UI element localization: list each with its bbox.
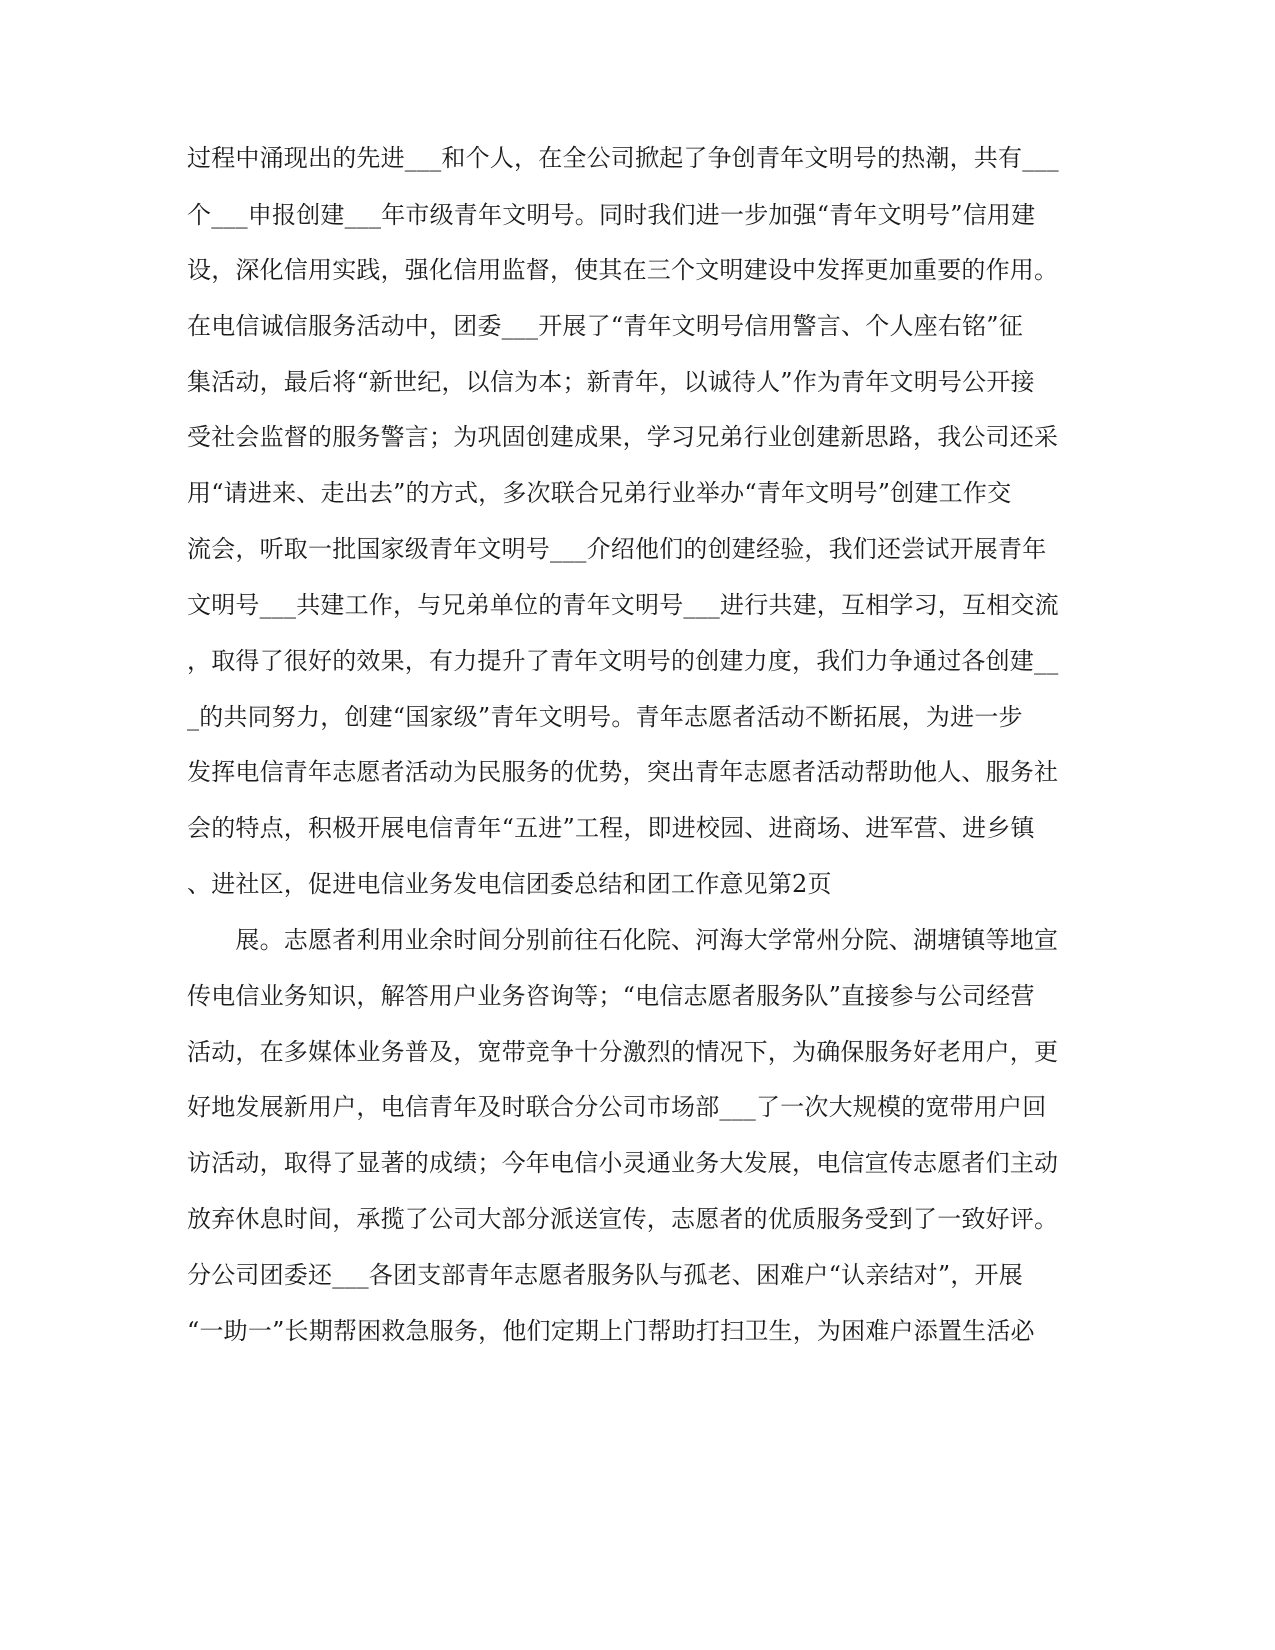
text-line: 在电信诚信服务活动中，团委___开展了“青年文明号信用警言、个人座右铭”征: [187, 312, 1023, 340]
text-line: 活动，在多媒体业务普及，宽带竞争十分激烈的情况下，为确保服务好老用户，更: [187, 1038, 1059, 1066]
text-line: _的共同努力，创建“国家级”青年文明号。青年志愿者活动不断拓展，为进一步: [187, 703, 1023, 731]
text-line: 流会，听取一批国家级青年文明号___介绍他们的创建经验，我们还尝试开展青年: [187, 535, 1047, 563]
text-line: ，取得了很好的效果，有力提升了青年文明号的创建力度，我们力争通过各创建__: [187, 647, 1059, 675]
text-line: 过程中涌现出的先进___和个人，在全公司掀起了争创青年文明号的热潮，共有___: [187, 144, 1059, 172]
text-line: 分公司团委还___各团支部青年志愿者服务队与孤老、困难户“认亲结对”，开展: [187, 1261, 1023, 1289]
text-line: 会的特点，积极开展电信青年“五进”工程，即进校园、进商场、进军营、进乡镇: [187, 814, 1035, 842]
text-line: 发挥电信青年志愿者活动为民服务的优势，突出青年志愿者活动帮助他人、服务社: [187, 758, 1059, 786]
text-line: 好地发展新用户，电信青年及时联合分公司市场部___了一次大规模的宽带用户回: [187, 1093, 1047, 1121]
text-line: 集活动，最后将“新世纪，以信为本；新青年，以诚待人”作为青年文明号公开接: [187, 368, 1035, 396]
text-line: 传电信业务知识，解答用户业务咨询等；“电信志愿者服务队”直接参与公司经营: [187, 982, 1035, 1010]
text-line: 展。志愿者利用业余时间分别前往石化院、河海大学常州分院、湖塘镇等地宣: [187, 926, 1059, 954]
text-line: 放弃休息时间，承揽了公司大部分派送宣传，志愿者的优质服务受到了一致好评。: [187, 1205, 1059, 1233]
text-line: 个___申报创建___年市级青年文明号。同时我们进一步加强“青年文明号”信用建: [187, 201, 1036, 229]
text-line: 用“请进来、走出去”的方式，多次联合兄弟行业举办“青年文明号”创建工作交: [187, 479, 1012, 507]
text-line: 访活动，取得了显著的成绩；今年电信小灵通业务大发展，电信宣传志愿者们主动: [187, 1149, 1059, 1177]
text-line: “一助一”长期帮困救急服务，他们定期上门帮助打扫卫生，为困难户添置生活必: [187, 1317, 1035, 1345]
text-line: 受社会监督的服务警言；为巩固创建成果，学习兄弟行业创建新思路，我公司还采: [187, 423, 1059, 451]
text-line: 设，深化信用实践，强化信用监督，使其在三个文明建设中发挥更加重要的作用。: [187, 256, 1059, 284]
text-line: 文明号___共建工作，与兄弟单位的青年文明号___进行共建，互相学习，互相交流: [187, 591, 1059, 619]
text-line: 、进社区，促进电信业务发电信团委总结和团工作意见第2页: [187, 870, 832, 898]
